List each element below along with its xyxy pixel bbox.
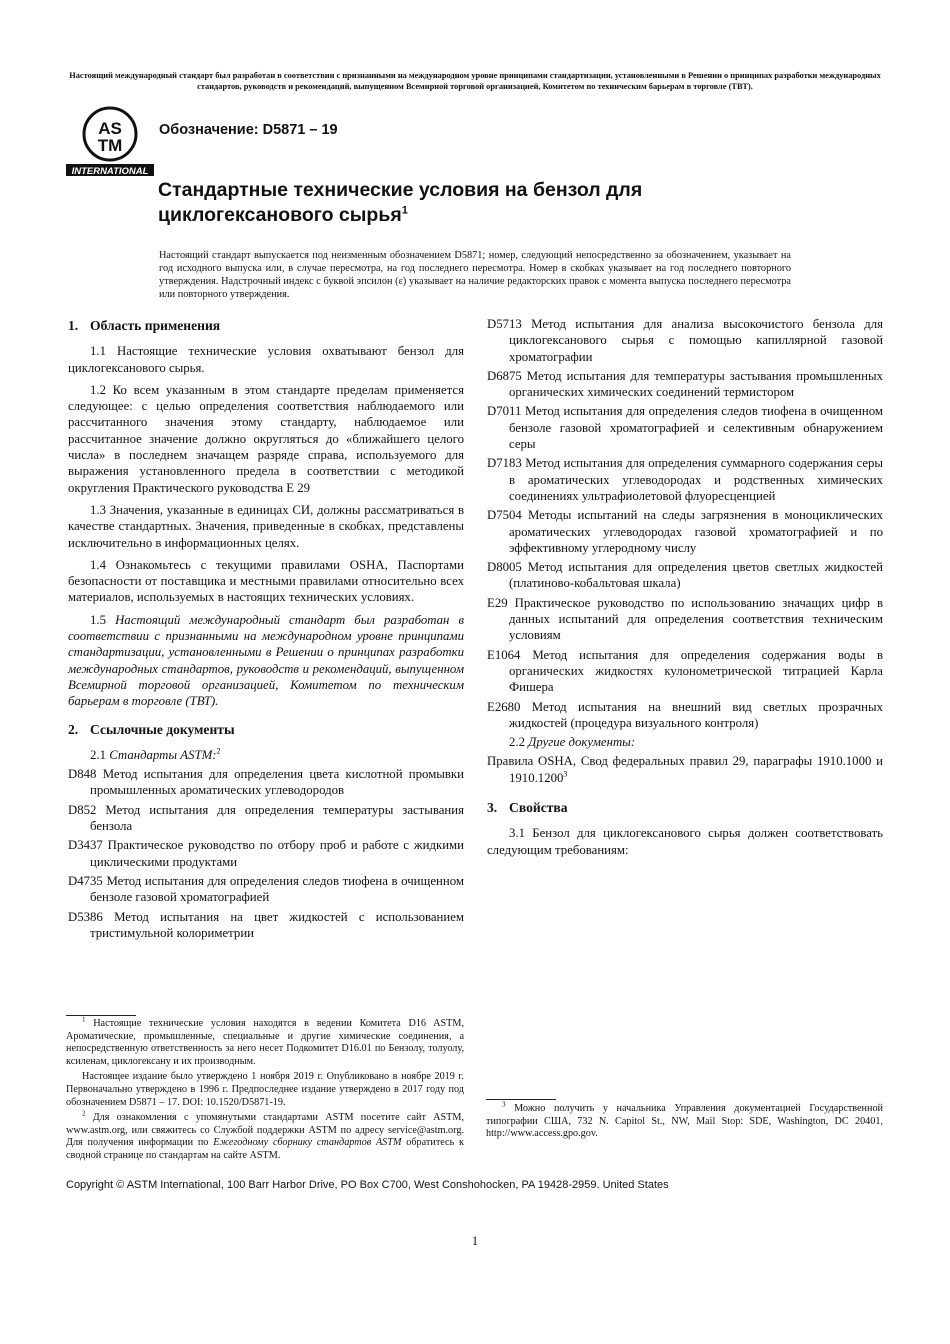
reference-item — [68, 873, 464, 906]
reference-title: Метод испытания для определения цветов светлых жидкостей (платиново-кобальтовая шкала) — [509, 560, 883, 591]
designation: Обозначение: D5871 – 19 — [159, 122, 338, 138]
footnote-1-approval: Настоящее издание было утверждено 1 ноября 2019 г. Опубликовано в ноябре 2019 г. Первоначально утверждено в 1996 г. Предпоследнее издание утверждено в 2017 году под обозначением D5871 – 17. DOI: 10.1520/D5871-19. — [66, 1071, 464, 1108]
para-1-2: 1.2 Ко всем указанным в этом стандарте пределам применяется следующее: с целью определения соответствия наблюдаемого или рассчитанного значения этому стандарту, наблюдаемое или рассчитанное значение должно округляться до «ближайшего целого числа» в последнем значащем разряде справа, используемого для выражения установленного предела в соответствии с методикой округления Практического руководства E 29 — [68, 382, 464, 495]
reference-title: Метод испытания для определения содержания воды в органических жидкостях кулонометрической титрацией Карла Фишера — [509, 647, 883, 695]
reference-title: Метод испытания для определения температуры застывания бензола — [90, 802, 465, 834]
section-3-heading: 3. Свойства — [487, 800, 568, 816]
osha-reference: Правила OSHA, Свод федеральных правил 29, параграфы 1910.1000 и 1910.1200$^3$ — [487, 754, 883, 785]
title-footnote-ref: 1 — [401, 204, 408, 217]
left-column — [68, 316, 464, 944]
reference-code: D3437 — [68, 838, 103, 853]
references-right — [487, 316, 883, 731]
para-1-4: 1.4 Ознакомьтесь с текущими правилами OSHA, Паспортами безопасности от поставщика и местными правилами относительно всех материалов, используемых в настоящих технических условиях. — [68, 557, 464, 605]
footnotes-right — [486, 1100, 884, 1144]
reference-title: Практическое руководство по отбору проб и работе с жидкими циклическими продуктами — [90, 838, 464, 869]
reference-title: Метод испытания для определения суммарного содержания серы в ароматических углеводородах и родственных химических соединениях ультрафиолетовой флуоресценцией — [509, 456, 884, 503]
section-2-heading: 2. Ссылочные документы — [68, 721, 235, 737]
reference-title: Метод испытания для определения следов тиофена в очищенном бензоле газовой хроматографией и селективным обнаружением серы — [509, 404, 883, 452]
reference-title: Метод испытания для определения цвета кислотной промывки промышленных ароматических углеводородов — [90, 767, 465, 798]
reference-title: Метод испытания для анализа высокочистого бензола для циклогексанового сырья с помощью капиллярной газовой хроматографии — [509, 317, 883, 364]
reference-item — [487, 595, 883, 644]
reference-code: E1064 — [487, 647, 521, 662]
svg-text:TM: TM — [97, 136, 123, 155]
para-1-5: 1.5 Настоящий международный стандарт был разработан в соответствии с признанными на международном уровне принципами стандартизации, установленными в Решении о принципах разработки международных стандартов, руководств и рекомендаций, выпущенном Всемирной торговой организацией, Комитетом по техническим барьерам в торговле (ТВТ). — [68, 612, 465, 709]
para-3-1: 3.1 Бензол для циклогексанового сырья должен соответствовать следующим требованиям: — [487, 826, 883, 857]
svg-text:AS: AS — [98, 119, 122, 138]
reference-code: D6875 — [487, 368, 522, 383]
reference-code: E2680 — [487, 699, 521, 714]
right-column — [487, 316, 883, 864]
para-1-3: 1.3 Значения, указанные в единицах СИ, должны рассматриваться в качестве стандартных. Значения, приведенные в скобках, представлены исключительно в информационных целях. — [68, 502, 464, 550]
reference-item — [487, 507, 883, 556]
reference-item — [487, 316, 883, 365]
reference-item — [487, 403, 883, 452]
para-1-1: 1.1 Настоящие технические условия охватывают бензол для циклогексанового сырья. — [68, 344, 464, 375]
reference-item — [68, 909, 464, 942]
footnote-1: $^1$ Настоящие технические условия находятся в ведении Комитета D16 ASTM, Ароматические, промышленные, специальные и другие химические соединения, а непосредственную ответственность за него несет Подкомитет D16.01 по Бензолу, толуолу, ксиленам, циклогексану и их производным. — [66, 1015, 464, 1067]
logo-international-text: INTERNATIONAL — [71, 166, 149, 177]
reference-title: Методы испытаний на следы загрязнения в моноциклических ароматических углеводородах газовой хроматографией и по эффективному углеродному числу — [509, 508, 883, 555]
reference-title: Метод испытания на внешний вид светлых прозрачных жидкостей (процедура визуального контроля) — [509, 699, 884, 730]
reference-code: D5713 — [487, 317, 522, 331]
reference-code: D7183 — [487, 456, 522, 471]
astm-logo-icon — [66, 104, 154, 178]
reference-code: D848 — [68, 767, 97, 782]
reference-item — [68, 837, 464, 870]
reference-code: D4735 — [68, 873, 103, 888]
top-notice: Настоящий международный стандарт был разработан в соответствии с признанными на международном уровне принципами стандартизации, установленными в Решении о принципах разработки международных стандартов, руководств и рекомендаций, выпущенном Всемирной торговой организацией, Комитетом по техническим барьерам в торговле (ТВТ). — [69, 71, 881, 91]
reference-item — [487, 455, 883, 504]
document-title: Стандартные технические условия на бензол для циклогексанового сырья$^1$ — [158, 179, 643, 226]
footnote-3: $^3$ Можно получить у начальника Управления документацией Государственной типографии США, 732 N. Capitol St., NW, Mail Stop: SDE, Washington, DC 20401, http://www.access.gpo.gov. — [486, 1100, 884, 1140]
section-1-heading: 1. Область применения — [68, 318, 221, 333]
subsection-2-1: 2.1 Стандарты ASTM:$^2$ — [90, 746, 221, 762]
reference-code: D7504 — [487, 508, 522, 523]
footnote-2: $^2$ Для ознакомления с упомянутыми стандартами ASTM посетите сайт ASTM, www.astm.org, или свяжитесь со Службой поддержки ASTM по адресу service@astm.org. Для получения информации по Ежегодному сборнику стандартов ASTM обратитесь к сводной странице по стандартам на сайте ASTM. — [66, 1109, 464, 1161]
reference-item — [487, 699, 883, 732]
astm-logo — [66, 104, 154, 178]
reference-code: D7011 — [487, 404, 522, 419]
reference-item — [487, 647, 883, 696]
reference-title: Метод испытания для температуры застывания промышленных органических химических соединений термистором — [509, 368, 883, 400]
issuance-note: Настоящий стандарт выпускается под неизменным обозначением D5871; номер, следующий непосредственно за обозначением, указывает на год исходного выпуска или, в случае пересмотра, на год последнего пересмотра. Номер в скобках указывает на год последнего повторного утверждения. Надстрочный индекс с буквой эпсилон (ε) указывает на наличие редакторских правок с момента выпуска последнего пересмотра или повторного утверждения. — [159, 250, 791, 300]
reference-item — [68, 802, 464, 835]
reference-item — [68, 766, 464, 799]
footnote-divider-right — [486, 1099, 556, 1100]
reference-item — [487, 368, 883, 401]
reference-item — [487, 559, 883, 592]
footnote-divider-left — [66, 1015, 136, 1016]
reference-title: Метод испытания на цвет жидкостей с использованием тристимульной колориметрии — [90, 909, 464, 940]
reference-code: D5386 — [68, 909, 103, 924]
subsection-2-2: 2.2 Другие документы: — [509, 735, 636, 750]
reference-code: D8005 — [487, 560, 522, 575]
page-number: 1 — [471, 1234, 479, 1248]
reference-code: E29 — [487, 595, 508, 610]
copyright-line: Copyright © ASTM International, 100 Barr Harbor Drive, PO Box C700, West Conshohocken, PA 19428-2959. United States — [66, 1179, 669, 1191]
reference-title: Метод испытания для определения следов тиофена в очищенном бензоле газовой хроматографией — [90, 873, 464, 905]
footnotes-left — [66, 1015, 464, 1166]
references-left — [68, 766, 464, 941]
reference-title: Практическое руководство по использованию значащих цифр в данных испытаний для определения соответствия техническим условиям — [509, 595, 883, 643]
reference-code: D852 — [68, 802, 97, 817]
